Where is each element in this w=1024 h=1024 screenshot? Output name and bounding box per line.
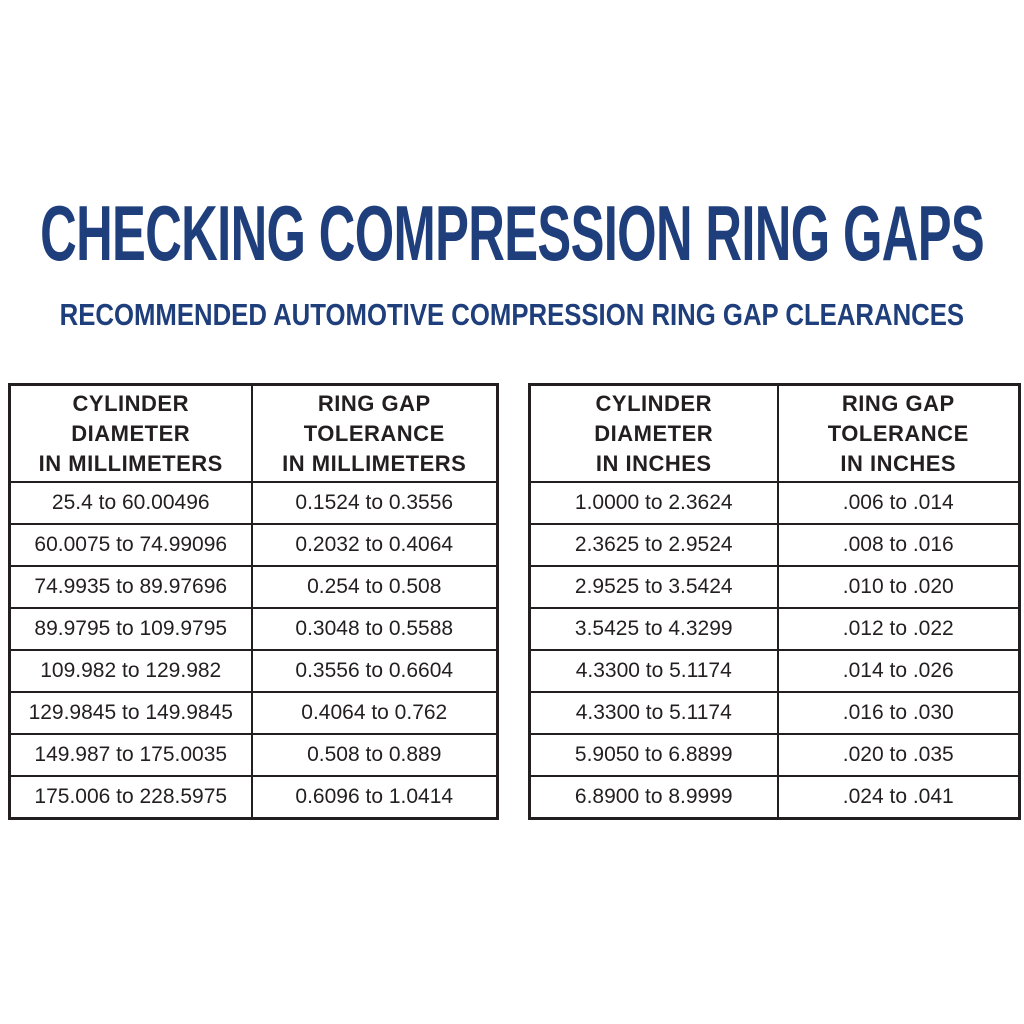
header-line: CYLINDER [72, 390, 189, 416]
tolerance-cell: 0.2032 to 0.4064 [252, 524, 498, 566]
header-line: TOLERANCE [303, 420, 445, 446]
table-row [530, 650, 1020, 692]
tolerance-cell: 0.254 to 0.508 [252, 566, 498, 608]
diameter-cell: 3.5425 to 4.3299 [530, 608, 778, 650]
page-subtitle-row [0, 299, 1024, 330]
page-title-row [0, 189, 1024, 277]
table-row [10, 776, 498, 819]
inch-diameter-header [530, 385, 778, 483]
table-row [10, 608, 498, 650]
header-line: DIAMETER [71, 420, 191, 446]
table-row [530, 692, 1020, 734]
diameter-cell: 129.9845 to 149.9845 [10, 692, 252, 734]
inches-table [528, 383, 1021, 820]
table-row [530, 524, 1020, 566]
diameter-cell: 25.4 to 60.00496 [10, 482, 252, 524]
header-line: RING GAP [317, 390, 431, 416]
diameter-cell: 4.3300 to 5.1174 [530, 650, 778, 692]
header-line: CYLINDER [595, 390, 712, 416]
header-line: RING GAP [841, 390, 955, 416]
header-line: DIAMETER [594, 420, 714, 446]
table-header-row [10, 385, 498, 483]
table-row [10, 566, 498, 608]
millimeters-table [8, 383, 499, 820]
table-row [10, 692, 498, 734]
mm-diameter-header [10, 385, 252, 483]
diameter-cell: 109.982 to 129.982 [10, 650, 252, 692]
table-row [10, 482, 498, 524]
table-row [530, 734, 1020, 776]
tolerance-cell: .012 to .022 [778, 608, 1020, 650]
diameter-cell: 4.3300 to 5.1174 [530, 692, 778, 734]
tolerance-cell: .010 to .020 [778, 566, 1020, 608]
inch-tolerance-header [778, 385, 1020, 483]
table-header-row [530, 385, 1020, 483]
tolerance-cell: 0.508 to 0.889 [252, 734, 498, 776]
diameter-cell: 5.9050 to 6.8899 [530, 734, 778, 776]
tolerance-cell: 0.4064 to 0.762 [252, 692, 498, 734]
diameter-cell: 6.8900 to 8.9999 [530, 776, 778, 819]
table-row [10, 650, 498, 692]
table-row [530, 566, 1020, 608]
tolerance-cell: 0.3556 to 0.6604 [252, 650, 498, 692]
tolerance-cell: 0.1524 to 0.3556 [252, 482, 498, 524]
header-line: IN INCHES [840, 450, 957, 476]
tolerance-cell: .008 to .016 [778, 524, 1020, 566]
diameter-cell: 149.987 to 175.0035 [10, 734, 252, 776]
diameter-cell: 74.9935 to 89.97696 [10, 566, 252, 608]
diameter-cell: 2.3625 to 2.9524 [530, 524, 778, 566]
page-subtitle: RECOMMENDED AUTOMOTIVE COMPRESSION RING GAP CLEARANCES [59, 297, 965, 332]
table-row [530, 482, 1020, 524]
page-title: CHECKING COMPRESSION RING GAPS [40, 189, 984, 277]
mm-tolerance-header [252, 385, 498, 483]
tolerance-cell: .020 to .035 [778, 734, 1020, 776]
header-line: IN MILLIMETERS [38, 450, 223, 476]
tolerance-cell: 0.6096 to 1.0414 [252, 776, 498, 819]
diameter-cell: 1.0000 to 2.3624 [530, 482, 778, 524]
header-line: IN INCHES [595, 450, 712, 476]
diameter-cell: 60.0075 to 74.99096 [10, 524, 252, 566]
tolerance-cell: .006 to .014 [778, 482, 1020, 524]
header-line: IN MILLIMETERS [282, 450, 467, 476]
diameter-cell: 89.9795 to 109.9795 [10, 608, 252, 650]
table-row [10, 734, 498, 776]
tolerance-cell: .016 to .030 [778, 692, 1020, 734]
header-line: TOLERANCE [827, 420, 969, 446]
table-row [530, 776, 1020, 819]
tolerance-cell: 0.3048 to 0.5588 [252, 608, 498, 650]
diameter-cell: 175.006 to 228.5975 [10, 776, 252, 819]
diameter-cell: 2.9525 to 3.5424 [530, 566, 778, 608]
tolerance-cell: .014 to .026 [778, 650, 1020, 692]
table-row [10, 524, 498, 566]
table-row [530, 608, 1020, 650]
tolerance-cell: .024 to .041 [778, 776, 1020, 819]
